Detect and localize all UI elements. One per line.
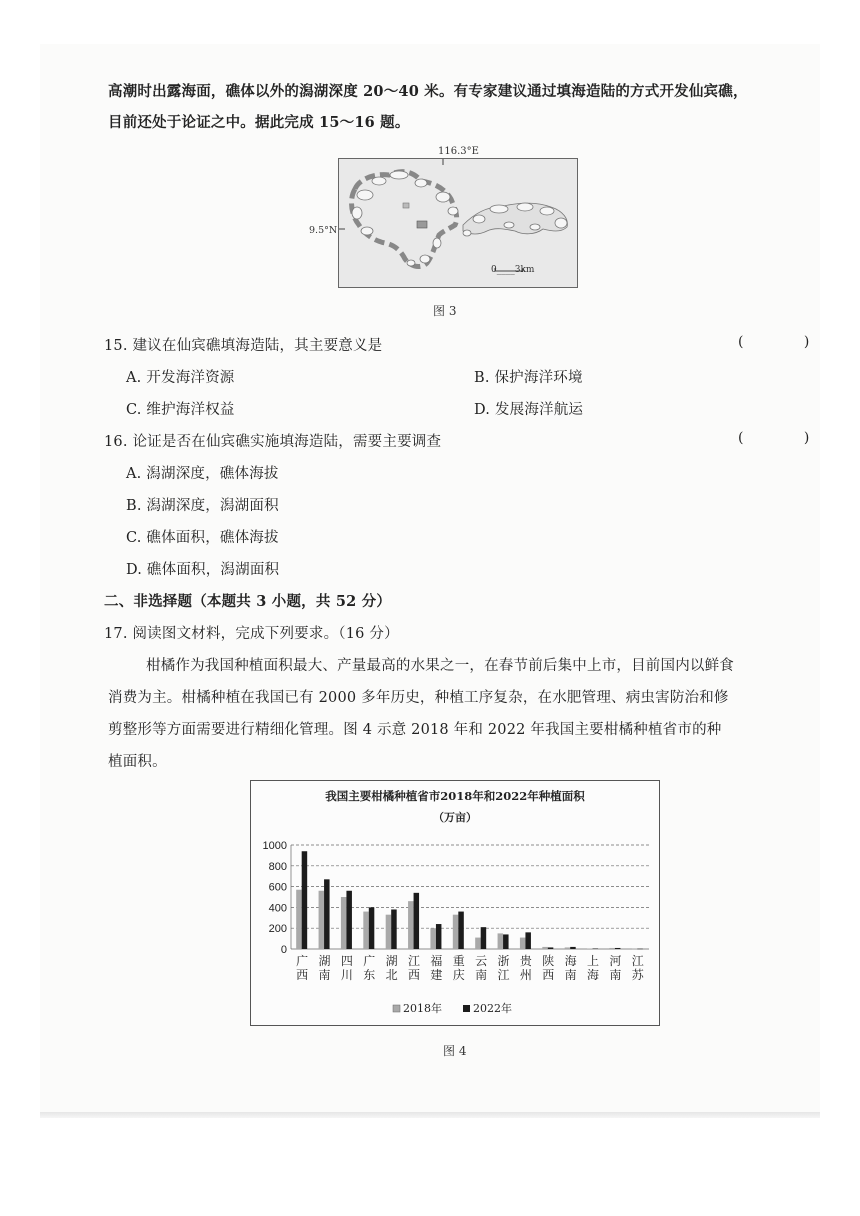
bar-2018-7: [453, 915, 459, 949]
x-tick-label: 陕: [542, 954, 555, 968]
x-tick-label: 江: [408, 954, 421, 968]
bar-2018-3: [363, 912, 369, 949]
bar-2022-8: [481, 927, 487, 949]
bar-2022-3: [369, 907, 375, 949]
legend-label-2022: 2022年: [473, 1002, 512, 1015]
q17-paragraph-line-4: 植面积。: [108, 754, 167, 770]
sheet-edge: [40, 1112, 820, 1118]
bar-2022-13: [593, 948, 599, 949]
question-15-stem: 15. 建议在仙宾礁填海造陆，其主要意义是: [104, 338, 383, 354]
x-tick-label: 江: [497, 968, 510, 982]
q16-option-a: A. 潟湖深度，礁体海拔: [126, 466, 279, 482]
map-latitude-label: 9.5°N: [309, 225, 338, 236]
bar-2018-4: [386, 915, 392, 949]
bar-2018-10: [520, 938, 526, 949]
bar-2022-9: [503, 934, 509, 949]
q15-option-d: D. 发展海洋航运: [474, 402, 584, 418]
reef-map-drawing: [339, 159, 577, 287]
x-tick-label: 云: [475, 954, 488, 968]
x-tick-label: 西: [408, 968, 421, 982]
x-tick-label: 浙: [497, 954, 510, 968]
x-tick-label: 南: [318, 968, 331, 982]
x-tick-label: 北: [385, 968, 398, 982]
bar-2022-0: [302, 851, 308, 949]
bar-2022-5: [414, 893, 420, 949]
legend-label-2018: 2018年: [403, 1002, 442, 1015]
q15-option-b: B. 保护海洋环境: [474, 370, 583, 386]
question-15-answer-bracket: ( ): [738, 334, 838, 350]
bar-2018-12: [565, 947, 571, 949]
bar-2018-0: [296, 890, 302, 949]
bar-2022-7: [458, 912, 464, 949]
y-tick-label: 800: [268, 860, 287, 873]
x-tick-label: 苏: [631, 968, 644, 982]
x-tick-label: 州: [519, 968, 532, 982]
x-tick-label: 海: [564, 954, 577, 968]
y-tick-label: 1000: [262, 840, 287, 852]
x-tick-label: 重: [452, 954, 465, 968]
q15-option-a: A. 开发海洋资源: [126, 370, 235, 386]
x-tick-label: 庆: [452, 968, 465, 982]
bar-2022-12: [570, 947, 576, 949]
q17-paragraph-line-3: 剪整形等方面需要进行精细化管理。图 4 示意 2018 年和 2022 年我国主要柑橘种植省市的种: [108, 722, 722, 738]
bar-2022-2: [346, 891, 352, 949]
bar-2022-14: [615, 948, 621, 949]
x-tick-label: 东: [363, 968, 376, 982]
q16-option-c: C. 礁体面积，礁体海拔: [126, 530, 279, 546]
question-16-answer-bracket: ( ): [738, 430, 838, 446]
bar-2022-10: [525, 932, 531, 949]
bar-2018-8: [475, 938, 481, 949]
q16-option-b: B. 潟湖深度，潟湖面积: [126, 498, 279, 514]
map-longitude-label: 116.3°E: [438, 146, 479, 157]
x-tick-label: 海: [587, 968, 600, 982]
y-tick-label: 400: [268, 902, 287, 915]
x-tick-label: 上: [587, 954, 600, 968]
bar-2022-11: [548, 947, 554, 949]
x-tick-label: 江: [631, 954, 644, 968]
intro-line-2: 目前还处于论证之中。据此完成 15～16 题。: [108, 114, 410, 131]
citrus-area-chart: [250, 780, 660, 1026]
bar-2018-13: [587, 948, 593, 949]
y-tick-label: 600: [268, 881, 287, 894]
legend-swatch-2018: [393, 1005, 400, 1012]
figure-3-caption: 图 3: [433, 304, 457, 318]
bar-2022-15: [637, 949, 643, 950]
reef-map: [338, 158, 578, 288]
figure-4-caption: 图 4: [443, 1044, 467, 1058]
bar-2022-6: [436, 924, 442, 949]
x-tick-label: 四: [340, 954, 353, 968]
chart-subtitle: （万亩）: [433, 811, 477, 824]
legend-swatch-2022: [463, 1005, 470, 1012]
chart-canvas: [251, 781, 659, 1025]
section-2-title: 二、非选择题（本题共 3 小题，共 52 分）: [104, 593, 392, 610]
y-tick-label: 0: [280, 944, 287, 956]
bar-2018-11: [542, 947, 548, 949]
x-tick-label: 建: [430, 968, 443, 982]
question-17-stem: 17. 阅读图文材料，完成下列要求。（16 分）: [104, 626, 399, 642]
bar-2018-6: [430, 928, 436, 949]
intro-line-1: 高潮时出露海面，礁体以外的潟湖深度 20～40 米。有专家建议通过填海造陆的方式开发仙宾礁，: [108, 83, 748, 100]
x-tick-label: 西: [296, 968, 309, 982]
q15-option-c: C. 维护海洋权益: [126, 402, 235, 418]
y-tick-label: 200: [268, 923, 287, 936]
q17-paragraph-line-1: 柑橘作为我国种植面积最大、产量最高的水果之一，在春节前后集中上市，目前国内以鲜食: [146, 658, 734, 674]
bar-2018-14: [609, 948, 615, 949]
x-tick-label: 湖: [385, 954, 398, 968]
x-tick-label: 广: [296, 954, 309, 968]
question-16-stem: 16. 论证是否在仙宾礁实施填海造陆，需要主要调查: [104, 434, 442, 450]
x-tick-label: 南: [609, 968, 622, 982]
bar-2018-5: [408, 901, 414, 949]
chart-title: 我国主要柑橘种植省市2018年和2022年种植面积: [325, 789, 585, 803]
x-tick-label: 福: [430, 954, 443, 968]
bar-2022-4: [391, 909, 397, 949]
q16-option-d: D. 礁体面积，潟湖面积: [126, 562, 280, 578]
bar-2022-1: [324, 879, 330, 949]
x-tick-label: 川: [340, 968, 353, 982]
bar-2018-2: [341, 897, 347, 949]
map-scale-label: 0____3km: [491, 265, 535, 275]
x-tick-label: 广: [363, 954, 376, 968]
x-tick-label: 南: [564, 968, 577, 982]
x-tick-label: 湖: [318, 954, 331, 968]
bar-2018-1: [319, 891, 325, 949]
bar-2018-15: [632, 949, 638, 950]
q17-paragraph-line-2: 消费为主。柑橘种植在我国已有 2000 多年历史，种植工序复杂，在水肥管理、病虫害防治和修: [108, 690, 729, 706]
x-tick-label: 贵: [519, 954, 532, 968]
x-tick-label: 西: [542, 968, 555, 982]
x-tick-label: 河: [609, 954, 622, 968]
bar-2018-9: [498, 933, 504, 949]
x-tick-label: 南: [475, 968, 488, 982]
